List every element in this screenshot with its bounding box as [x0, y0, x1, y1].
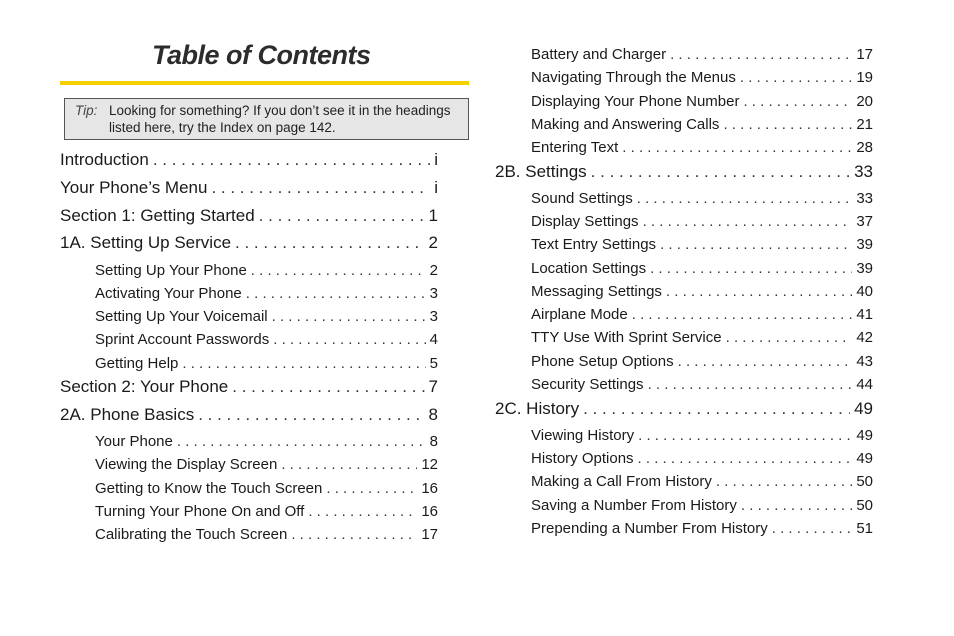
toc-entry-label: Your Phone [95, 433, 173, 450]
dot-leader [670, 46, 852, 63]
toc-entry-label: 2C. History [495, 399, 580, 418]
toc-entry-label: Setting Up Your Phone [95, 262, 247, 279]
toc-entry [531, 473, 873, 490]
dot-leader [153, 150, 430, 170]
toc-entry [95, 331, 438, 348]
dot-leader [182, 355, 425, 372]
tip-text: Looking for something? If you don’t see it in the headings listed here, try the Index on page 142. [109, 103, 451, 135]
dot-leader [583, 399, 850, 419]
toc-entry [95, 262, 438, 279]
toc-entry-page: 50 [856, 497, 873, 514]
dot-leader [273, 331, 425, 348]
toc-entry-page: 3 [429, 285, 438, 302]
toc-entry-page: 7 [428, 377, 438, 396]
toc-entry-page: 33 [854, 162, 873, 181]
toc-entry-label: Sound Settings [531, 190, 633, 207]
toc-entry [95, 355, 438, 372]
toc-entry [95, 456, 438, 473]
toc-entry [531, 497, 873, 514]
toc-entry-page: 19 [856, 69, 873, 86]
toc-entry-page: 49 [856, 427, 873, 444]
toc-entry [531, 93, 873, 110]
toc-entry-page: 4 [429, 331, 438, 348]
dot-leader [198, 405, 424, 425]
toc-entry-page: 2 [428, 233, 438, 252]
dot-leader [741, 497, 852, 514]
toc-entry [531, 116, 873, 133]
toc-entry-page: 5 [429, 355, 438, 372]
dot-leader [638, 427, 852, 444]
toc-entry [531, 427, 873, 444]
toc-entry-label: Airplane Mode [531, 306, 628, 323]
dot-leader [772, 520, 853, 537]
toc-entry-label: Prepending a Number From History [531, 520, 768, 537]
toc-entry [60, 233, 438, 253]
dot-leader [678, 353, 853, 370]
dot-leader [716, 473, 852, 490]
dot-leader [622, 139, 852, 156]
dot-leader [246, 285, 426, 302]
toc-entry-page: 50 [856, 473, 873, 490]
toc-entry-label: Battery and Charger [531, 46, 667, 63]
toc-entry-label: Phone Setup Options [531, 353, 674, 370]
toc-entry [531, 306, 873, 323]
toc-entry-page: i [434, 178, 438, 197]
toc-entry-page: 12 [421, 456, 438, 473]
toc-entry-page: 39 [856, 260, 873, 277]
title-underline [60, 81, 469, 85]
toc-entry-page: 40 [856, 283, 873, 300]
dot-leader [281, 456, 417, 473]
toc-entry-page: 49 [856, 450, 873, 467]
toc-entry-page: 3 [429, 308, 438, 325]
dot-leader [643, 213, 853, 230]
toc-entry-page: i [434, 150, 438, 169]
toc-entry [95, 308, 438, 325]
toc-entry-page: 37 [856, 213, 873, 230]
toc-entry-page: 21 [856, 116, 873, 133]
toc-entry-label: History Options [531, 450, 634, 467]
dot-leader [232, 377, 424, 397]
toc-entry [531, 139, 873, 156]
toc-entry-label: Activating Your Phone [95, 285, 242, 302]
dot-leader [632, 306, 853, 323]
toc-entry [531, 46, 873, 63]
dot-leader [211, 178, 430, 198]
toc-entry-label: TTY Use With Sprint Service [531, 329, 722, 346]
toc-entry [60, 206, 438, 226]
dot-leader [272, 308, 426, 325]
toc-entry-label: 2B. Settings [495, 162, 587, 181]
toc-entry-label: Section 1: Getting Started [60, 206, 255, 225]
toc-entry [60, 150, 438, 170]
dot-leader [235, 233, 425, 253]
toc-entry-label: Setting Up Your Voicemail [95, 308, 268, 325]
toc-entry-page: 16 [421, 503, 438, 520]
toc-entry-page: 44 [856, 376, 873, 393]
toc-entry [95, 480, 438, 497]
toc-entry-label: 1A. Setting Up Service [60, 233, 232, 252]
toc-entry-label: Turning Your Phone On and Off [95, 503, 305, 520]
toc-entry-page: 42 [856, 329, 873, 346]
toc-entry-label: Messaging Settings [531, 283, 662, 300]
toc-entry [531, 329, 873, 346]
dot-leader [726, 329, 853, 346]
toc-entry-label: Calibrating the Touch Screen [95, 526, 288, 543]
toc-entry [531, 236, 873, 253]
dot-leader [326, 480, 417, 497]
toc-entry-label: Sprint Account Passwords [95, 331, 270, 348]
toc-entry [60, 405, 438, 425]
toc-entry-label: Viewing History [531, 427, 635, 444]
toc-entry-label: Making and Answering Calls [531, 116, 720, 133]
toc-entry-label: Displaying Your Phone Number [531, 93, 740, 110]
toc-entry-label: Text Entry Settings [531, 236, 657, 253]
dot-leader [177, 433, 426, 450]
toc-entry [95, 285, 438, 302]
dot-leader [638, 450, 853, 467]
toc-entry-label: Section 2: Your Phone [60, 377, 229, 396]
dot-leader [723, 116, 852, 133]
dot-leader [308, 503, 417, 520]
toc-entry [531, 190, 873, 207]
toc-entry-label: Saving a Number From History [531, 497, 737, 514]
toc-entry [95, 433, 438, 450]
toc-entry-page: 8 [429, 433, 438, 450]
toc-entry-label: Entering Text [531, 139, 619, 156]
dot-leader [259, 206, 425, 226]
dot-leader [650, 260, 852, 277]
toc-entry-page: 39 [856, 236, 873, 253]
toc-entry [95, 526, 438, 543]
toc-entry-label: Getting Help [95, 355, 179, 372]
toc-entry-label: Navigating Through the Menus [531, 69, 736, 86]
dot-leader [743, 93, 852, 110]
toc-entry-page: 41 [856, 306, 873, 323]
dot-leader [291, 526, 417, 543]
tip-label: Tip: [75, 103, 98, 118]
dot-leader [740, 69, 852, 86]
toc-entry-label: Introduction [60, 150, 149, 169]
toc-entry-label: Getting to Know the Touch Screen [95, 480, 323, 497]
toc-entry-page: 8 [428, 405, 438, 424]
toc-entry-page: 51 [856, 520, 873, 537]
toc-entry-label: Your Phone’s Menu [60, 178, 208, 197]
toc-entry-page: 33 [856, 190, 873, 207]
toc-entry [60, 178, 438, 198]
toc-entry-label: Security Settings [531, 376, 644, 393]
page-title: Table of Contents [152, 40, 371, 70]
toc-entry [531, 353, 873, 370]
toc-entry [531, 450, 873, 467]
dot-leader [666, 283, 852, 300]
toc-entry-page: 17 [856, 46, 873, 63]
dot-leader [637, 190, 853, 207]
toc-entry [495, 162, 873, 182]
toc-entry-page: 49 [854, 399, 873, 418]
toc-entry-label: Display Settings [531, 213, 639, 230]
toc-entry [495, 399, 873, 419]
toc-entry [531, 213, 873, 230]
dot-leader [251, 262, 426, 279]
toc-entry-page: 28 [856, 139, 873, 156]
toc-entry-page: 20 [856, 93, 873, 110]
toc-entry-page: 1 [428, 206, 438, 225]
tip-box [64, 98, 469, 140]
dot-leader [660, 236, 852, 253]
toc-entry [95, 503, 438, 520]
toc-entry [531, 376, 873, 393]
toc-entry-page: 16 [421, 480, 438, 497]
toc-entry-page: 2 [429, 262, 438, 279]
toc-entry [531, 260, 873, 277]
dot-leader [591, 162, 850, 182]
toc-entry-page: 17 [421, 526, 438, 543]
toc-entry [531, 520, 873, 537]
toc-entry-label: Making a Call From History [531, 473, 712, 490]
toc-entry [60, 377, 438, 397]
toc-entry [531, 69, 873, 86]
toc-entry [531, 283, 873, 300]
toc-entry-label: 2A. Phone Basics [60, 405, 195, 424]
dot-leader [648, 376, 853, 393]
toc-entry-label: Viewing the Display Screen [95, 456, 278, 473]
toc-entry-page: 43 [856, 353, 873, 370]
toc-entry-label: Location Settings [531, 260, 647, 277]
